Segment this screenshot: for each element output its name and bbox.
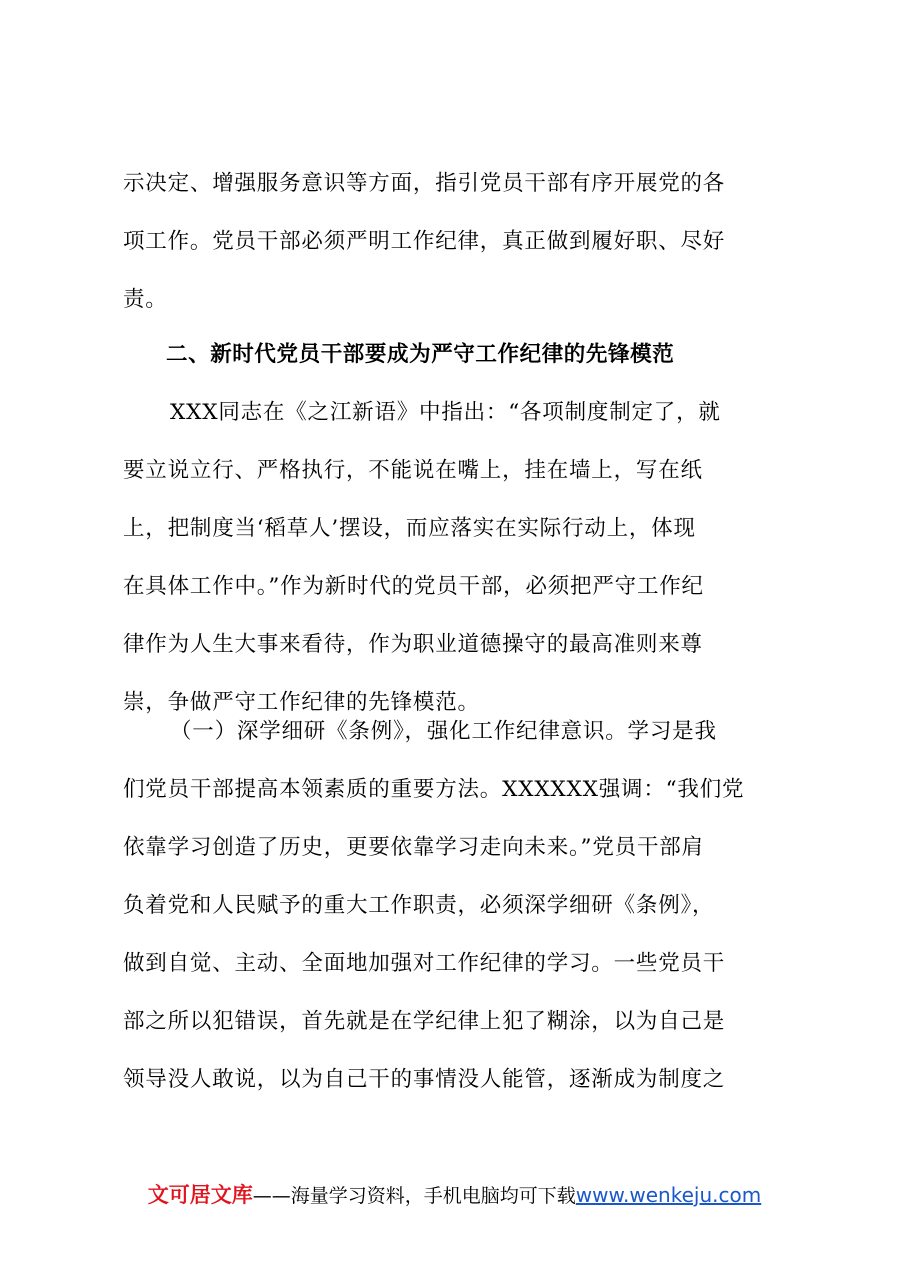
paragraph-line: 崇，争做严守工作纪律的先锋模范。	[123, 690, 480, 715]
paragraph-line: 示决定、增强服务意识等方面，指引党员干部有序开展党的各	[123, 171, 726, 196]
paragraph-line: 依靠学习创造了历史，更要依靠学习走向未来。”党员干部肩	[123, 835, 704, 860]
paragraph-line: 上，把制度当‘稻草人’摆设，而应落实在实际行动上，体现	[123, 516, 696, 541]
paragraph-line: 部之所以犯错误，首先就是在学纪律上犯了糊涂，以为自己是	[123, 1009, 726, 1034]
paragraph-line: （一）深学细研《条例》，强化工作纪律意识。学习是我	[170, 719, 717, 744]
paragraph-line: 领导没人敢说，以为自己干的事情没人能管，逐渐成为制度之	[123, 1067, 726, 1092]
footer-brand: 文可居文库	[147, 1183, 253, 1207]
paragraph-line: 项工作。党员干部必须严明工作纪律，真正做到履好职、尽好	[123, 229, 726, 254]
footer-site-link[interactable]: www.wenkeju.com	[575, 1183, 762, 1207]
section-heading: 二、新时代党员干部要成为严守工作纪律的先锋模范	[166, 342, 675, 367]
paragraph-2	[123, 384, 788, 732]
paragraph-line: 要立说立行、严格执行，不能说在嘴上，挂在墙上，写在纸	[123, 458, 703, 483]
paragraph-line: 责。	[123, 287, 168, 312]
footer-slogan: ——海量学习资料，手机电脑均可下载	[252, 1185, 576, 1207]
paragraph-line: 律作为人生大事来看待，作为职业道德操守的最高准则来尊	[123, 632, 703, 657]
paragraph-line: XXX同志在《之江新语》中指出：“各项制度制定了，就	[170, 400, 721, 425]
paragraph-3	[123, 703, 788, 1109]
paragraph-line: 们党员干部提高本领素质的重要方法。XXXXXX强调：“我们党	[123, 777, 745, 802]
footer-banner	[0, 1180, 909, 1211]
paragraph-1	[123, 155, 788, 329]
paragraph-line: 负着党和人民赋予的重大工作职责，必须深学细研《条例》，	[123, 893, 715, 918]
paragraph-line: 做到自觉、主动、全面地加强对工作纪律的学习。一些党员干	[123, 951, 726, 976]
paragraph-line: 在具体工作中。”作为新时代的党员干部，必须把严守工作纪	[123, 574, 704, 599]
